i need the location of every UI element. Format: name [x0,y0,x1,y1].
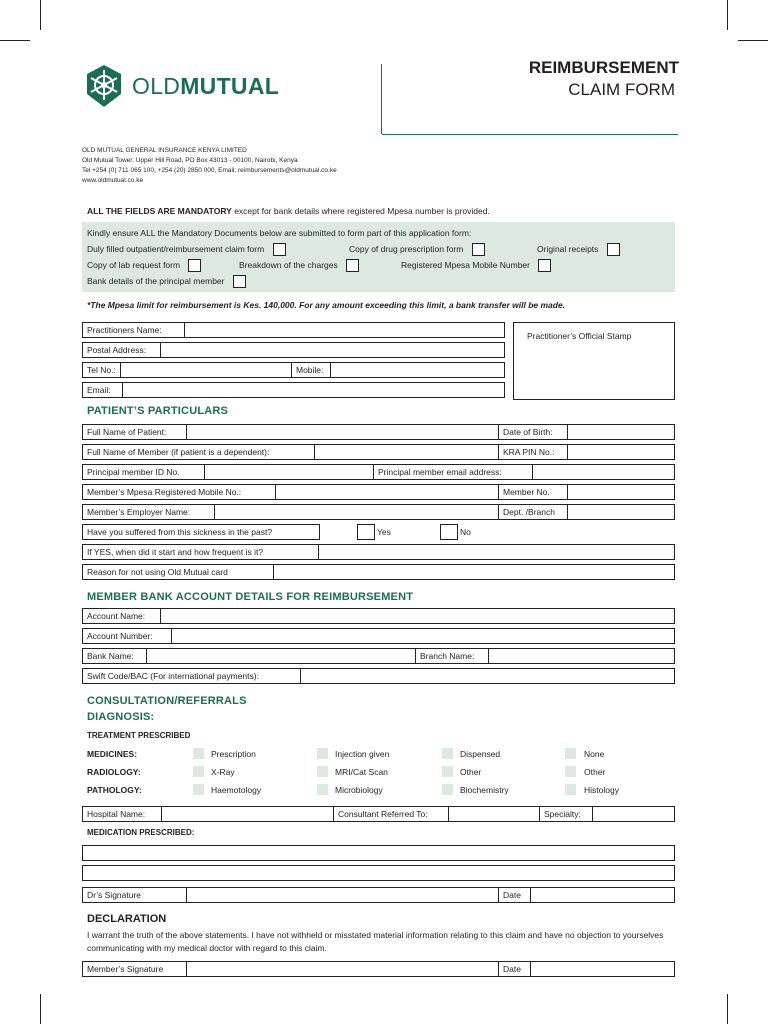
logo [82,64,292,110]
email-row [82,382,505,398]
practitioner-name-label: Practitioners Name: [83,323,185,337]
reason-label: Reason for not using Old Mutual card [83,565,274,579]
dr-signature-label: Dr’s Signature [83,888,187,902]
bank-name-row [82,648,675,664]
consultant-label: Consultant Referred To: [333,807,449,821]
hospital-name-label: Hospital Name: [83,807,162,821]
principal-id-row [82,464,675,480]
company-address: Old Mutual Tower, Upper Hill Road, PO Box 43013 - 00100, Nairobi, Kenya [82,157,298,164]
doc-charges-label: Breakdown of the charges [239,259,338,270]
radiology-option-label: Other [584,767,606,777]
crop-mark [40,0,41,30]
postal-address-label: Postal Address: [83,343,161,357]
tel-label: Tel No.: [83,363,121,377]
principal-email-label: Principal member email address: [373,465,533,479]
stamp-label: Practitioner’s Official Stamp [527,331,632,341]
practitioner-name-row [82,322,505,338]
sickness-no-label: No [460,527,471,537]
doc-receipts-label: Original receipts [537,243,599,254]
patient-name-input[interactable] [187,425,498,439]
diagnosis-heading: DIAGNOSIS: [87,711,155,723]
swift-label: Swift Code/BAC (For international payments): [83,669,301,683]
pathology-option-checkbox[interactable] [193,784,204,795]
account-name-row [82,608,675,624]
doc-mpesa-number-checkbox[interactable] [538,259,551,272]
sickness-question-label: Have you suffered from this sickness in the past? [82,524,320,540]
logo-text-old: OLD [132,73,181,99]
medicines-option-label: Injection given [335,749,390,759]
swift-input[interactable] [301,669,674,683]
dr-signature-row [82,887,675,903]
declaration-heading: DECLARATION [87,913,167,925]
sickness-no-checkbox[interactable] [440,524,458,540]
swift-row [82,668,675,684]
pathology-option-label: Haemotology [211,785,262,795]
radiology-option-checkbox[interactable] [317,766,328,777]
crop-mark [0,40,30,41]
mandatory-notice-bold: ALL THE FIELDS ARE MANDATORY [87,206,232,216]
practitioner-stamp-box[interactable] [513,322,675,400]
mpesa-mobile-input[interactable] [276,485,498,499]
medicines-option-checkbox[interactable] [317,748,328,759]
patient-name-label: Full Name of Patient: [83,425,187,439]
specialty-label: Specialty: [539,807,593,821]
employer-label: Member’s Employer Name: [83,505,215,519]
doc-lab-request-checkbox[interactable] [188,259,201,272]
bank-name-input[interactable] [147,649,415,663]
pathology-option-checkbox[interactable] [317,784,328,795]
medicines-option-label: Dispensed [460,749,501,759]
documents-intro: Kindly ensure ALL the Mandatory Documents below are submitted to form part of this application form: [87,228,472,238]
company-contact: Tel +254 (0) 711 065 100, +254 (20) 2850 000, Email: reimbursements@oldmutual.co.ke [82,167,337,174]
crop-mark [727,994,728,1024]
crop-mark [727,0,728,30]
account-name-input[interactable] [161,609,674,623]
radiology-option-label: X-Ray [211,767,235,777]
medicines-label: MEDICINES: [87,749,138,759]
medicines-option-label: None [584,749,605,759]
sickness-question-row [82,524,675,540]
postal-address-input[interactable] [161,343,504,357]
logo-text-mutual: MUTUAL [180,73,280,99]
dob-input[interactable] [568,425,674,439]
doc-lab-request-label: Copy of lab request form [87,259,181,270]
if-yes-row [82,544,675,560]
hospital-row [82,806,675,822]
doc-charges-checkbox[interactable] [346,259,359,272]
form-subtitle: CLAIM FORM [568,80,675,99]
tel-mobile-row [82,362,505,378]
doc-receipts-checkbox[interactable] [607,243,620,256]
radiology-option-checkbox[interactable] [193,766,204,777]
doc-claim-form-label: Duly filled outpatient/reimbursement claim form [87,243,265,254]
reason-input[interactable] [274,565,674,579]
medication-line-1[interactable] [82,845,675,861]
pathology-option-checkbox[interactable] [565,784,576,795]
member-no-label: Member No. [498,485,568,499]
member-signature-input[interactable] [187,962,498,976]
member-signature-label: Member’s Signature [83,962,187,976]
mpesa-mobile-label: Member’s Mpesa Registered Mobile No.: [83,485,276,499]
medicines-option-checkbox[interactable] [442,748,453,759]
branch-name-input[interactable] [489,649,674,663]
mandatory-notice [87,206,490,216]
mpesa-mobile-row [82,484,675,500]
medication-prescribed-heading: MEDICATION PRESCRIBED: [87,828,195,837]
mandatory-notice-rest: except for bank details where registered Mpesa number is provided. [231,206,490,216]
member-name-label: Full Name of Member (if patient is a dependent): [83,445,315,459]
account-number-input[interactable] [172,629,674,643]
bank-name-label: Bank Name: [83,649,147,663]
member-signature-row [82,961,675,977]
principal-id-input[interactable] [205,465,373,479]
medicines-option-label: Prescription [211,749,256,759]
header-horizontal-rule [382,134,678,135]
hospital-name-input[interactable] [162,807,333,821]
doc-prescription-checkbox[interactable] [472,243,485,256]
mobile-input[interactable] [331,363,504,377]
principal-email-input[interactable] [533,465,674,479]
if-yes-input[interactable] [319,545,674,559]
kra-pin-label: KRA PIN No.: [498,445,568,459]
pathology-option-label: Histology [584,785,619,795]
member-date-input[interactable] [531,962,674,976]
consultation-heading: CONSULTATION/REFERRALS [87,695,247,707]
if-yes-label: If YES, when did it start and how frequent is it? [83,545,319,559]
medicines-option-checkbox[interactable] [565,748,576,759]
reason-row [82,564,675,580]
doc-bank-details-checkbox[interactable] [233,275,246,288]
pathology-option-label: Biochemistry [460,785,509,795]
doc-mpesa-number-label: Registered Mpesa Mobile Number [401,259,530,270]
old-mutual-emblem-icon [82,64,126,108]
dr-signature-input[interactable] [187,888,498,902]
form-title: REIMBURSEMENT [528,58,679,77]
dr-date-input[interactable] [531,888,674,902]
bank-details-heading: MEMBER BANK ACCOUNT DETAILS FOR REIMBURSEMENT [87,591,414,603]
practitioner-name-input[interactable] [185,323,504,337]
medicines-option-checkbox[interactable] [193,748,204,759]
email-input[interactable] [123,383,504,397]
company-info [82,146,337,186]
employer-row [82,504,675,520]
treatment-prescribed-heading: TREATMENT PRESCRIBED [87,731,191,740]
header-vertical-divider [381,64,382,134]
member-name-row [82,444,675,460]
doc-prescription-label: Copy of drug prescription form [349,243,464,254]
pathology-option-checkbox[interactable] [442,784,453,795]
member-date-label: Date [498,962,531,976]
dr-date-label: Date [498,888,531,902]
mobile-label: Mobile: [291,363,331,377]
patient-particulars-heading: PATIENT’S PARTICULARS [87,405,229,417]
medication-line-2[interactable] [82,865,675,881]
branch-name-label: Branch Name: [415,649,489,663]
dept-branch-label: Dept. /Branch [498,505,568,519]
dob-label: Date of Birth: [498,425,568,439]
email-label: Email: [83,383,123,397]
sickness-yes-label: Yes [377,527,391,537]
radiology-option-checkbox[interactable] [442,766,453,777]
crop-mark [738,40,768,41]
specialty-input[interactable] [593,807,674,821]
radiology-option-label: Other [460,767,482,777]
principal-id-label: Principal member ID No. [83,465,205,479]
crop-mark [40,994,41,1024]
dept-branch-input[interactable] [568,505,674,519]
declaration-text: I warrant the truth of the above statements. I have not withheld or misstated material information relating to this claim and have no objection to yourselves communicating with my medical doctor with regard to this claim. [87,930,664,953]
member-no-input[interactable] [568,485,674,499]
employer-input[interactable] [215,505,498,519]
doc-bank-details-label: Bank details of the principal member [87,275,225,286]
mpesa-limit-note: *The Mpesa limit for reimbursement is Kes. 140,000. For any amount exceeding this limit, a bank transfer will be made. [87,300,566,310]
mandatory-documents-panel [82,222,675,292]
pathology-label: PATHOLOGY: [87,785,142,795]
account-number-label: Account Number: [83,629,172,643]
member-name-input[interactable] [315,445,498,459]
doc-claim-form-checkbox[interactable] [273,243,286,256]
radiology-option-label: MRI/Cat Scan [335,767,388,777]
consultant-input[interactable] [449,807,539,821]
account-name-label: Account Name: [83,609,161,623]
pathology-option-label: Microbiology [335,785,383,795]
patient-name-row [82,424,675,440]
kra-pin-input[interactable] [568,445,674,459]
postal-address-row [82,342,505,358]
tel-input[interactable] [121,363,291,377]
company-website: www.oldmutual.co.ke [82,177,144,184]
sickness-yes-checkbox[interactable] [357,524,375,540]
account-number-row [82,628,675,644]
company-name: OLD MUTUAL GENERAL INSURANCE KENYA LIMITED [82,147,247,154]
radiology-option-checkbox[interactable] [565,766,576,777]
radiology-label: RADIOLOGY: [87,767,141,777]
